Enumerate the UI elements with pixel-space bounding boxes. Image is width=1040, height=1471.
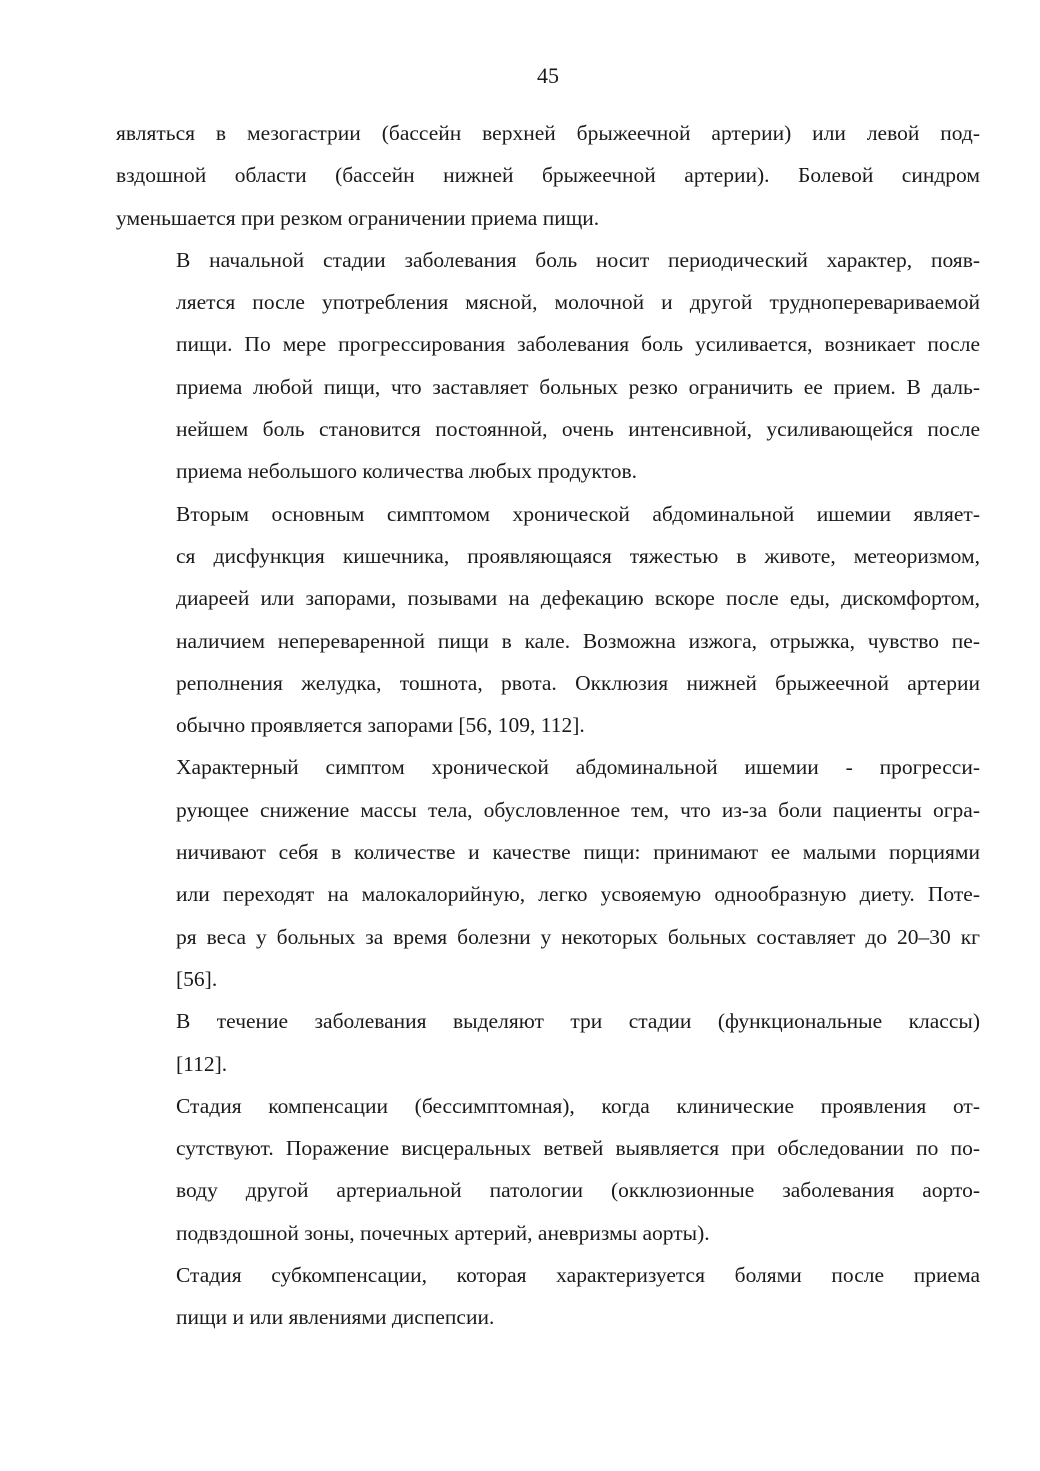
page-number: 45	[537, 63, 559, 88]
text-line: обычно проявляется запорами [56, 109, 112].	[176, 713, 585, 738]
text-line: Стадия компенсации (бессимптомная), когда клинические проявления от-	[176, 1093, 980, 1118]
paragraph	[116, 746, 980, 1000]
text-line: приема небольшого количества любых продуктов.	[176, 459, 637, 484]
paragraph	[116, 493, 980, 747]
paragraph	[116, 1085, 980, 1254]
text-line: Стадия субкомпенсации, которая характеризуется болями после приема	[176, 1263, 980, 1288]
text-line: Вторым основным симптомом хронической абдоминальной ишемии являет-	[176, 501, 980, 526]
text-line: [112].	[176, 1051, 228, 1076]
text-line: пищи. По мере прогрессирования заболевания боль усиливается, возникает после	[176, 332, 980, 357]
text-line: ря веса у больных за время болезни у некоторых больных составляет до 20–30 кг	[176, 924, 980, 949]
paragraph	[116, 112, 980, 239]
text-line: вздошной области (бассейн нижней брыжеечной артерии). Болевой синдром	[116, 163, 980, 188]
paragraph	[116, 1254, 980, 1339]
text-line: или переходят на малокалорийную, легко усвояемую однообразную диету. Поте-	[176, 882, 980, 907]
text-line: В течение заболевания выделяют три стадии (функциональные классы)	[176, 1009, 980, 1034]
text-line: Характерный симптом хронической абдоминальной ишемии - прогресси-	[176, 755, 980, 780]
text-line: диареей или запорами, позывами на дефекацию вскоре после еды, дискомфортом,	[176, 586, 980, 611]
text-line: [56].	[176, 966, 218, 991]
text-line: ничивают себя в количестве и качестве пищи: принимают ее малыми порциями	[176, 840, 980, 865]
text-line: сутствуют. Поражение висцеральных ветвей выявляется при обследовании по по-	[176, 1136, 980, 1161]
text-line: наличием непереваренной пищи в кале. Возможна изжога, отрыжка, чувство пе-	[176, 628, 980, 653]
text-line: нейшем боль становится постоянной, очень интенсивной, усиливающейся после	[176, 417, 980, 442]
text-line: ляется после употребления мясной, молочной и другой трудноперевариваемой	[176, 290, 980, 315]
text-line: ся дисфункция кишечника, проявляющаяся тяжестью в животе, метеоризмом,	[176, 543, 980, 568]
paragraph	[116, 1000, 980, 1085]
text-line: приема любой пищи, что заставляет больных резко ограничить ее прием. В даль-	[176, 374, 980, 399]
body-text	[116, 112, 980, 1339]
text-line: являться в мезогастрии (бассейн верхней брыжеечной артерии) или левой под-	[116, 121, 980, 145]
text-line: подвздошной зоны, почечных артерий, аневризмы аорты).	[176, 1220, 710, 1245]
paragraph	[116, 239, 980, 493]
text-line: В начальной стадии заболевания боль носит периодический характер, появ-	[176, 247, 980, 272]
text-line: рующее снижение массы тела, обусловленное тем, что из-за боли пациенты огра-	[176, 797, 980, 822]
text-line: воду другой артериальной патологии (окклюзионные заболевания аорто-	[176, 1178, 980, 1203]
text-line: уменьшается при резком ограничении приема пищи.	[116, 205, 600, 230]
text-line: пищи и или явлениями диспепсии.	[176, 1305, 495, 1330]
text-line: реполнения желудка, тошнота, рвота. Окклюзия нижней брыжеечной артерии	[176, 670, 980, 695]
